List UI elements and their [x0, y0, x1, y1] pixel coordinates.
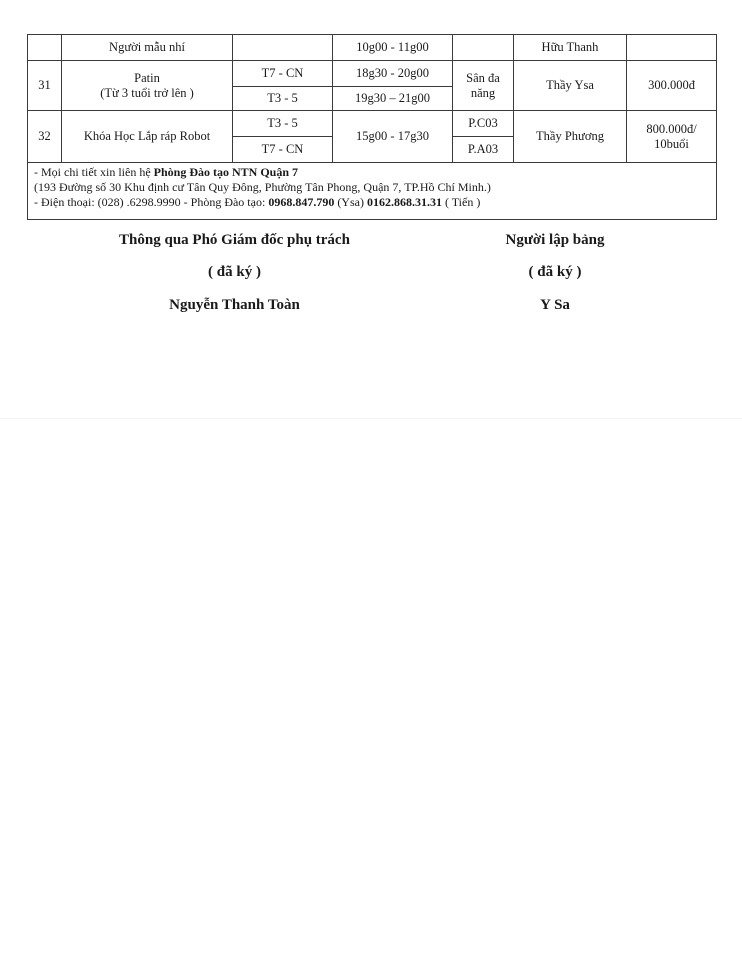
teacher-cell: Thầy Ysa [514, 61, 627, 111]
teacher-cell: Thầy Phương [514, 111, 627, 163]
room-cell: P.A03 [453, 137, 514, 163]
course-note: (Từ 3 tuổi trở lên ) [100, 85, 194, 100]
contact-notes [28, 163, 717, 220]
preparer-title: Người lập bảng [505, 232, 605, 248]
days-cell: T7 - CN [233, 61, 333, 87]
teacher-cell: Hữu Thanh [514, 35, 627, 61]
days-cell [233, 35, 333, 61]
approver-title: Thông qua Phó Giám đốc phụ trách [119, 232, 350, 248]
course-name: Patin [134, 70, 160, 85]
phone-text: - Điện thoại: (028) .6298.9990 - Phòng Đào tạo: [34, 195, 269, 209]
phone-owner: ( Tiến ) [441, 195, 481, 209]
course-cell [62, 61, 233, 111]
phone-number: 0968.847.790 [268, 195, 335, 209]
room-cell [453, 35, 514, 61]
office-name: Phòng Đào tạo NTN Quận 7 [153, 165, 299, 179]
stt-cell: 32 [28, 111, 62, 163]
preparer-signed: ( đã ký ) [528, 264, 582, 280]
stt-cell [28, 35, 62, 61]
approver-signed: ( đã ký ) [208, 264, 261, 280]
address-line: (193 Đường số 30 Khu định cư Tân Quy Đông, Phường Tân Phong, Quận 7, TP.Hồ Chí Minh.) [34, 180, 491, 194]
table-row [28, 111, 717, 137]
days-cell: T3 - 5 [233, 111, 333, 137]
course-schedule-table [27, 34, 717, 220]
contact-text: - Mọi chi tiết xin liên hệ [34, 165, 154, 179]
course-cell: Người mẫu nhí [62, 35, 233, 61]
course-cell: Khóa Học Lắp ráp Robot [62, 111, 233, 163]
table-row [28, 61, 717, 87]
room-cell: P.C03 [453, 111, 514, 137]
time-cell: 19g30 – 21g00 [333, 87, 453, 111]
fee-cell [627, 111, 717, 163]
time-cell: 15g00 - 17g30 [333, 111, 453, 163]
fee-line: 800.000đ/ [646, 121, 697, 136]
stt-cell: 31 [28, 61, 62, 111]
phone-owner: (Ysa) [334, 195, 367, 209]
scan-artifact [0, 418, 742, 419]
time-cell: 18g30 - 20g00 [333, 61, 453, 87]
approver-name: Nguyễn Thanh Toàn [169, 297, 300, 313]
notes-row [28, 163, 717, 220]
fee-cell: 300.000đ [627, 61, 717, 111]
phone-line [34, 195, 710, 210]
preparer-name: Y Sa [540, 297, 570, 313]
phone-number: 0162.868.31.31 [366, 195, 442, 209]
contact-line [34, 165, 710, 180]
time-cell: 10g00 - 11g00 [333, 35, 453, 61]
fee-cell [627, 35, 717, 61]
days-cell: T7 - CN [233, 137, 333, 163]
table-row [28, 35, 717, 61]
room-line: Sân đa [466, 70, 500, 85]
room-cell [453, 61, 514, 111]
fee-line: 10buổi [654, 136, 689, 151]
room-line: năng [470, 85, 496, 100]
days-cell: T3 - 5 [233, 87, 333, 111]
